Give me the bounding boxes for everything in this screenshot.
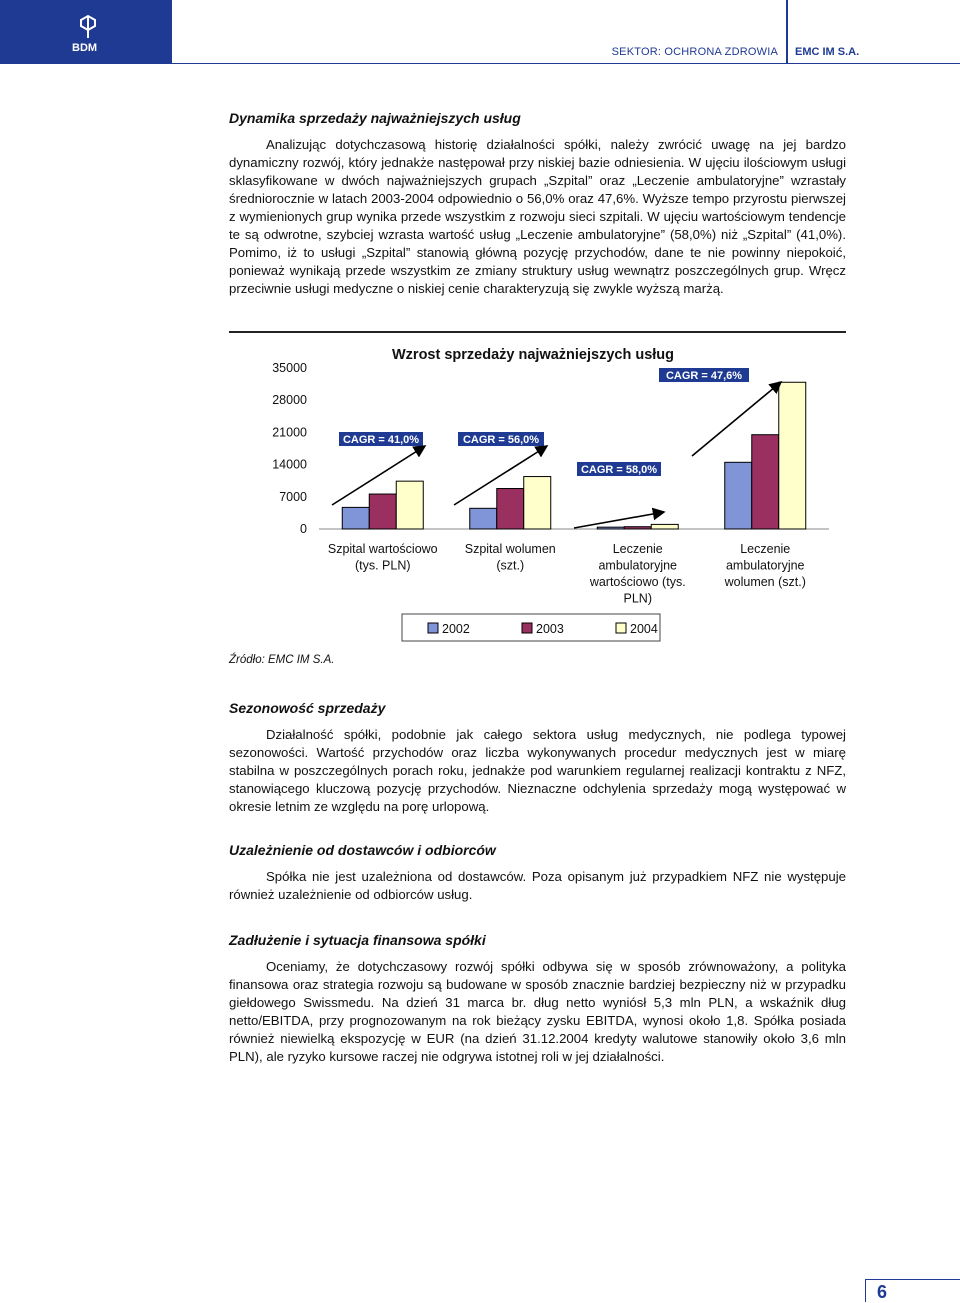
x-category-label: wartościowo (tys. [589,575,686,589]
legend-swatch [616,623,626,633]
x-category-label: ambulatoryjne [598,558,678,573]
sector-label: SEKTOR: OCHRONA ZDROWIA [611,46,778,58]
bar-2004 [524,477,551,529]
section-title: Uzależnienie od dostawców i odbiorców [229,842,496,858]
bar-2004 [651,524,678,529]
section-debt [229,932,846,1066]
bar-2002 [342,507,369,529]
section-sales-dynamics [229,110,846,298]
chart-top-rule [229,331,846,333]
page-number [865,1280,960,1302]
y-tick-label: 0 [300,522,307,536]
section-dependency [229,842,846,904]
section-paragraph: Analizując dotychczasową historię działalności spółki, należy zwrócić uwagę na jej bardzo dynamiczny rozwój, który jednakże następował przy niskiej bazie odniesienia. W ujęciu ilościowym usługi sklasyfikowane w dwóch najważniejszych grupach „Szpital” oraz „Leczenie ambulatoryjne” wzrastały średniorocznie w latach 2003-2004 odpowiednio o 56,0% oraz 47,6%. Wyższe tempo przyrostu pierwszej z wymienionych grup wynika przede wszystkim z rozwoju sieci szpitali. W ujęciu wartościowym tendencje te są odwrotne, szybciej wzrasta wartość usług „Leczenie ambulatoryjne” (58,0%) niż „Szpital” (41,0%). Pomimo, iż to usługi „Szpital” stanowią główną pozycję przychodów, dane te nie powinny niepokoić, ponieważ wynikają przede wszystkim ze zmiany struktury usług wewnątrz poszczególnych grup. Wręcz przeciwnie usługi medyczne o niskiej cenie charakteryzują się zwykle wyższą marżą. [229,137,846,296]
section-paragraph: Spółka nie jest uzależniona od dostawców. Poza opisanym już przypadkiem NFZ nie występuje również uzależnienie od odbiorców usług. [229,869,846,902]
cagr-label: CAGR = 58,0% [580,464,658,476]
x-category-label: Szpital wartościowo [327,542,438,556]
bar-2002 [725,462,752,529]
legend-label: 2002 [442,622,470,636]
company-label: EMC IM S.A. [795,46,860,58]
chart-title: Wzrost sprzedaży najważniejszych usług [392,347,675,363]
logo-icon [78,12,98,40]
x-category-label: (szt.) [496,558,525,573]
bar-2003 [497,489,524,529]
bar-2003 [369,494,396,529]
legend-swatch [522,623,532,633]
section-title: Dynamika sprzedaży najważniejszych usług [229,110,521,126]
bar-2002 [597,527,624,529]
y-tick-label: 14000 [272,457,307,472]
sales-growth-chart [229,331,846,661]
y-tick-label: 7000 [279,489,307,504]
bar-2004 [396,481,423,529]
y-tick-label: 28000 [272,393,307,408]
brand-logo [0,0,172,64]
y-tick-label: 21000 [272,425,307,440]
x-category-label: ambulatoryjne [725,558,805,573]
bar-2004 [779,382,806,529]
header-divider [786,0,788,64]
x-category-label: (tys. PLN) [354,558,411,573]
section-paragraph: Oceniamy, że dotychczasowy rozwój spółki odbywa się w sposób zrównoważony, a polityka finansowa oraz strategia rozwoju są budowane w sposób znacznie bardziej bezpieczny niż w przypadku giełdowego Swissmedu. Na dzień 31 marca br. dług netto wyniósł 5,3 mln PLN, a wskaźnik dług netto/EBITDA, przy prognozowanym na rok bieżący zysku EBITDA, wynosi około 1,8. Spółka posiada również niewielką ekspozycję w EUR (na dzień 31.12.2004 kredyty walutowe stanowiły około 3,6 mln PLN), ale ryzyko kursowe raczej nie odgrywa istotnej roli w jej działalności. [229,959,846,1064]
legend-label: 2003 [536,622,564,636]
cagr-label: CAGR = 47,6% [665,370,743,382]
logo-text: BDM [72,42,98,54]
legend-label: 2004 [630,622,658,636]
x-category-label: Leczenie [740,542,791,556]
legend-swatch [428,623,438,633]
section-seasonality [229,700,846,816]
bar-2002 [470,508,497,529]
bar-2003 [752,435,779,529]
section-title: Sezonowość sprzedaży [229,700,386,716]
section-paragraph: Działalność spółki, podobnie jak całego sektora usług medycznych, nie podlega typowej sezonowości. Wartość przychodów oraz liczba wykonywanych procedur medycznych jest w miarę stabilna w poszczególnych porach roku, jednakże pod warunkiem regularnej realizacji kontraktu z NFZ, stanowiącego kluczową pozycję przychodów. Nieznaczne odchylenia sprzedaży mogą występować w okresie letnim ze względu na porę urlopową. [229,727,846,814]
cagr-label: CAGR = 56,0% [462,434,540,446]
chart-svg [229,331,846,661]
page-number-text: 6 [877,1282,888,1302]
bar-2003 [624,527,651,529]
x-category-label: Szpital wolumen [464,542,556,556]
trend-arrow [574,512,664,528]
header-rule [172,63,960,64]
x-category-label: Leczenie [612,542,663,556]
y-tick-label: 35000 [272,361,307,375]
x-category-label: PLN) [623,591,652,606]
source-note: Źródło: EMC IM S.A. [229,654,335,666]
section-title: Zadłużenie i sytuacja finansowa spółki [229,932,486,948]
cagr-label: CAGR = 41,0% [342,434,420,446]
x-category-label: wolumen (szt.) [724,575,806,589]
